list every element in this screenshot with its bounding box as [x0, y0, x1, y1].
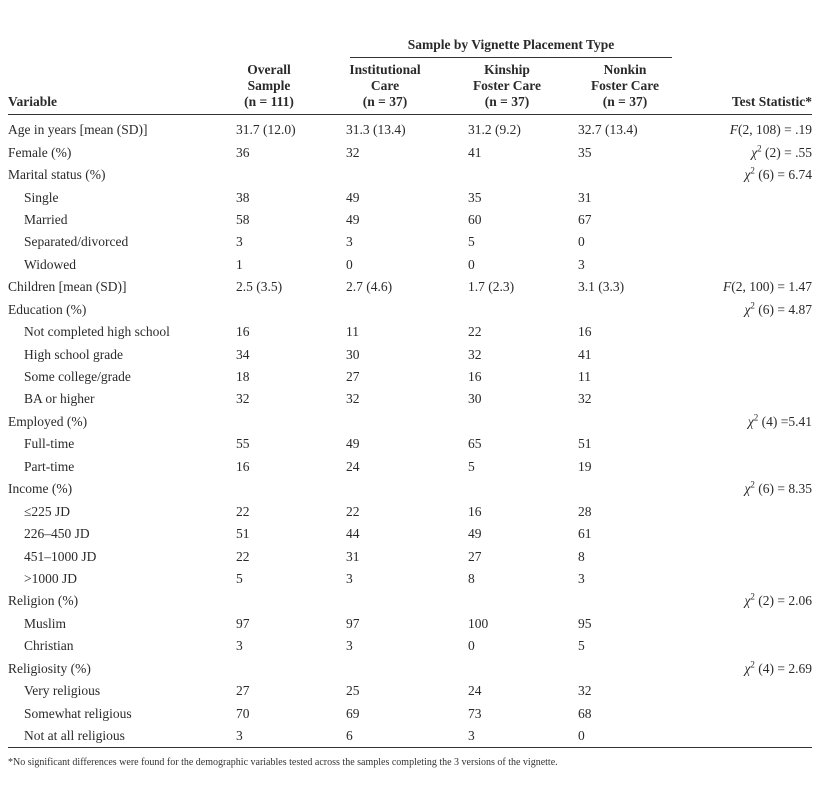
test-statistic-value [688, 568, 812, 590]
test-statistic-value: F(2, 100) = 1.47 [723, 279, 812, 295]
table-row [8, 388, 812, 410]
header-nonkin-line2: Foster Care [590, 78, 660, 93]
header-kinship-line1: Kinship [484, 62, 530, 77]
row-label: Christian [24, 638, 74, 654]
test-statistic-value: F(2, 108) = .19 [729, 122, 812, 138]
institutional-value: 2.7 (4.6) [346, 279, 393, 295]
kinship-value: 8 [468, 570, 475, 586]
table-row [8, 366, 812, 388]
overall-value: 34 [236, 346, 250, 362]
test-statistic-value [688, 433, 812, 455]
table-row [8, 500, 812, 522]
header-institutional [330, 62, 440, 110]
overall-value: 5 [236, 570, 243, 586]
institutional-value: 49 [346, 189, 360, 205]
table-row [8, 231, 812, 253]
header-kinship-line3: (n = 37) [484, 94, 530, 109]
row-label: ≤225 JD [24, 503, 71, 519]
kinship-value: 5 [468, 234, 475, 250]
overall-value: 27 [236, 683, 250, 699]
nonkin-value [578, 478, 688, 500]
row-label: Married [24, 211, 68, 227]
institutional-value: 49 [346, 211, 360, 227]
overall-value: 32 [236, 391, 250, 407]
header-variable: Variable [8, 94, 58, 109]
row-label: Part-time [24, 458, 75, 474]
table-row [8, 119, 812, 141]
table-row [8, 680, 812, 702]
row-label: Full-time [24, 436, 75, 452]
nonkin-value: 28 [578, 503, 592, 519]
nonkin-value [578, 590, 688, 612]
overall-value: 31.7 (12.0) [236, 122, 296, 138]
header-institutional-line1: Institutional [349, 62, 421, 77]
test-statistic-value [688, 613, 812, 635]
nonkin-value: 41 [578, 346, 592, 362]
test-statistic-value [688, 680, 812, 702]
table-row [8, 523, 812, 545]
nonkin-value: 0 [578, 234, 585, 250]
kinship-value [468, 658, 578, 680]
institutional-value [346, 478, 468, 500]
row-label: Muslim [24, 615, 67, 631]
row-label: Children [mean (SD)] [8, 279, 127, 295]
kinship-value: 32 [468, 346, 482, 362]
row-label: Age in years [mean (SD)] [8, 122, 148, 138]
overall-value: 16 [236, 324, 250, 340]
kinship-value: 1.7 (2.3) [468, 279, 515, 295]
nonkin-value: 3.1 (3.3) [578, 279, 625, 295]
test-statistic-value [688, 231, 812, 253]
kinship-value [468, 411, 578, 433]
overall-value: 70 [236, 705, 250, 721]
row-label: 451–1000 JD [24, 548, 97, 564]
row-label: Female (%) [8, 144, 72, 160]
row-label: >1000 JD [24, 570, 77, 586]
kinship-value [468, 590, 578, 612]
overall-value: 3 [236, 728, 243, 744]
header-overall-line1: Overall [247, 62, 291, 77]
table-row [8, 411, 812, 433]
table-row [8, 725, 812, 747]
nonkin-value: 95 [578, 615, 592, 631]
test-statistic-value [688, 209, 812, 231]
institutional-value: 27 [346, 369, 360, 385]
overall-value: 22 [236, 503, 250, 519]
header-overall-line3: (n = 111) [244, 94, 294, 109]
institutional-value: 31.3 (13.4) [346, 122, 406, 138]
test-statistic-value: $\chi^2$ (4) =5.41 [747, 412, 812, 429]
test-statistic-value [688, 523, 812, 545]
institutional-value: 3 [346, 638, 353, 654]
kinship-value: 16 [468, 503, 482, 519]
nonkin-value: 19 [578, 458, 592, 474]
test-statistic-value: $\chi^2$ (6) = 8.35 [744, 479, 812, 497]
institutional-value: 3 [346, 234, 353, 250]
test-statistic-value: $\chi^2$ (6) = 6.74 [744, 165, 812, 183]
institutional-value: 30 [346, 346, 360, 362]
kinship-value: 24 [468, 683, 482, 699]
table-row [8, 658, 812, 680]
row-label: Not at all religious [24, 728, 125, 744]
header-institutional-line2: Care [370, 78, 400, 93]
institutional-value: 97 [346, 615, 360, 631]
row-label: 226–450 JD [24, 526, 90, 542]
overall-value: 3 [236, 638, 243, 654]
test-statistic-value [688, 388, 812, 410]
kinship-value: 31.2 (9.2) [468, 122, 521, 138]
test-statistic-value: $\chi^2$ (4) = 2.69 [744, 659, 812, 676]
nonkin-value: 3 [578, 570, 585, 586]
test-statistic-value [688, 635, 812, 657]
table-row [8, 702, 812, 724]
kinship-value: 22 [468, 324, 482, 340]
overall-value: 38 [236, 189, 250, 205]
row-label: Income (%) [8, 481, 73, 497]
table-row [8, 568, 812, 590]
kinship-value [468, 299, 578, 321]
kinship-value [468, 478, 578, 500]
kinship-value: 0 [468, 256, 475, 272]
row-label: Very religious [24, 683, 101, 699]
overall-value [236, 299, 346, 321]
kinship-value: 49 [468, 526, 482, 542]
test-statistic-value [688, 186, 812, 208]
nonkin-value: 68 [578, 705, 592, 721]
header-kinship-line2: Foster Care [472, 78, 542, 93]
institutional-value: 24 [346, 458, 360, 474]
header-institutional-line3: (n = 37) [362, 94, 408, 109]
institutional-value [346, 411, 468, 433]
institutional-value: 69 [346, 705, 360, 721]
row-label: Not completed high school [24, 324, 170, 340]
institutional-value [346, 590, 468, 612]
kinship-value: 16 [468, 369, 482, 385]
nonkin-value: 32.7 (13.4) [578, 122, 638, 138]
overall-value: 18 [236, 369, 250, 385]
row-label: Education (%) [8, 301, 87, 317]
kinship-value: 27 [468, 548, 482, 564]
test-statistic-value: $\chi^2$ (2) = 2.06 [744, 591, 812, 609]
nonkin-value: 67 [578, 211, 592, 227]
overall-value [236, 164, 346, 186]
table-row [8, 478, 812, 500]
header-overall-line2: Sample [247, 78, 291, 93]
kinship-value: 73 [468, 705, 482, 721]
row-label: Religion (%) [8, 593, 79, 609]
super-header: Sample by Vignette Placement Type [407, 37, 615, 52]
overall-value: 1 [236, 256, 243, 272]
table-row [8, 343, 812, 365]
kinship-value: 5 [468, 458, 475, 474]
kinship-value: 3 [468, 728, 475, 744]
row-label: Religiosity (%) [8, 660, 91, 676]
header-overall [214, 62, 324, 110]
nonkin-value: 0 [578, 728, 585, 744]
kinship-value: 100 [468, 615, 489, 631]
institutional-value: 25 [346, 683, 360, 699]
institutional-value: 0 [346, 256, 353, 272]
row-label: Marital status (%) [8, 167, 106, 183]
kinship-value: 0 [468, 638, 475, 654]
overall-value [236, 658, 346, 680]
footnote: *No significant differences were found for the demographic variables tested across the samples completing the 3 versions of the vignette. [8, 757, 558, 768]
table-row [8, 186, 812, 208]
overall-value: 55 [236, 436, 250, 452]
institutional-value: 22 [346, 503, 360, 519]
nonkin-value: 51 [578, 436, 592, 452]
header-test-statistic: Test Statistic* [731, 94, 812, 109]
data-table [8, 119, 812, 747]
kinship-value: 35 [468, 189, 482, 205]
test-statistic-value: $\chi^2$ (2) = .55 [751, 143, 812, 160]
row-label: High school grade [24, 346, 123, 362]
row-label: Separated/divorced [24, 234, 129, 250]
nonkin-value: 5 [578, 638, 585, 654]
table-row [8, 433, 812, 455]
row-label: Some college/grade [24, 369, 131, 385]
row-label: Employed (%) [8, 413, 88, 429]
nonkin-value: 11 [578, 369, 591, 385]
nonkin-value: 31 [578, 189, 592, 205]
table-top-rule [8, 114, 812, 115]
test-statistic-value [688, 725, 812, 747]
nonkin-value: 32 [578, 683, 592, 699]
test-statistic-value [688, 321, 812, 343]
institutional-value: 49 [346, 436, 360, 452]
kinship-value: 41 [468, 144, 482, 160]
overall-value [236, 411, 346, 433]
test-statistic-value [688, 343, 812, 365]
header-kinship [452, 62, 562, 110]
table-row [8, 276, 812, 298]
institutional-value: 11 [346, 324, 359, 340]
institutional-value [346, 299, 468, 321]
row-label: BA or higher [24, 391, 95, 407]
table-row [8, 141, 812, 163]
header-nonkin-line1: Nonkin [603, 62, 647, 77]
kinship-value: 65 [468, 436, 482, 452]
kinship-value [468, 164, 578, 186]
table-row [8, 456, 812, 478]
overall-value: 58 [236, 211, 250, 227]
nonkin-value [578, 411, 688, 433]
kinship-value: 30 [468, 391, 482, 407]
nonkin-value [578, 299, 688, 321]
table-row [8, 209, 812, 231]
overall-value: 3 [236, 234, 243, 250]
overall-value: 36 [236, 144, 250, 160]
header-nonkin-line3: (n = 37) [602, 94, 648, 109]
row-label: Somewhat religious [24, 705, 132, 721]
institutional-value: 3 [346, 570, 353, 586]
test-statistic-value [688, 702, 812, 724]
overall-value: 16 [236, 458, 250, 474]
table-row [8, 613, 812, 635]
table-bottom-rule [8, 747, 812, 748]
overall-value: 51 [236, 526, 250, 542]
table-row [8, 590, 812, 612]
institutional-value: 31 [346, 548, 360, 564]
nonkin-value: 3 [578, 256, 585, 272]
test-statistic-value [688, 545, 812, 567]
overall-value [236, 590, 346, 612]
table-row [8, 545, 812, 567]
header-nonkin [570, 62, 680, 110]
test-statistic-value [688, 254, 812, 276]
institutional-value: 6 [346, 728, 353, 744]
test-statistic-value [688, 500, 812, 522]
nonkin-value: 8 [578, 548, 585, 564]
test-statistic-value [688, 366, 812, 388]
kinship-value: 60 [468, 211, 482, 227]
table-row [8, 635, 812, 657]
institutional-value: 32 [346, 144, 360, 160]
row-label: Widowed [24, 256, 76, 272]
nonkin-value: 16 [578, 324, 592, 340]
table-row [8, 254, 812, 276]
test-statistic-value: $\chi^2$ (6) = 4.87 [744, 300, 812, 317]
test-statistic-value [688, 456, 812, 478]
nonkin-value: 61 [578, 526, 592, 542]
overall-value: 22 [236, 548, 250, 564]
institutional-value: 32 [346, 391, 360, 407]
nonkin-value: 35 [578, 144, 592, 160]
overall-value: 97 [236, 615, 250, 631]
super-header-rule [350, 57, 672, 58]
nonkin-value: 32 [578, 391, 592, 407]
institutional-value [346, 164, 468, 186]
table-row [8, 299, 812, 321]
nonkin-value [578, 658, 688, 680]
row-label: Single [24, 189, 59, 205]
overall-value [236, 478, 346, 500]
institutional-value: 44 [346, 526, 360, 542]
nonkin-value [578, 164, 688, 186]
institutional-value [346, 658, 468, 680]
overall-value: 2.5 (3.5) [236, 279, 283, 295]
table-row [8, 321, 812, 343]
table-row [8, 164, 812, 186]
